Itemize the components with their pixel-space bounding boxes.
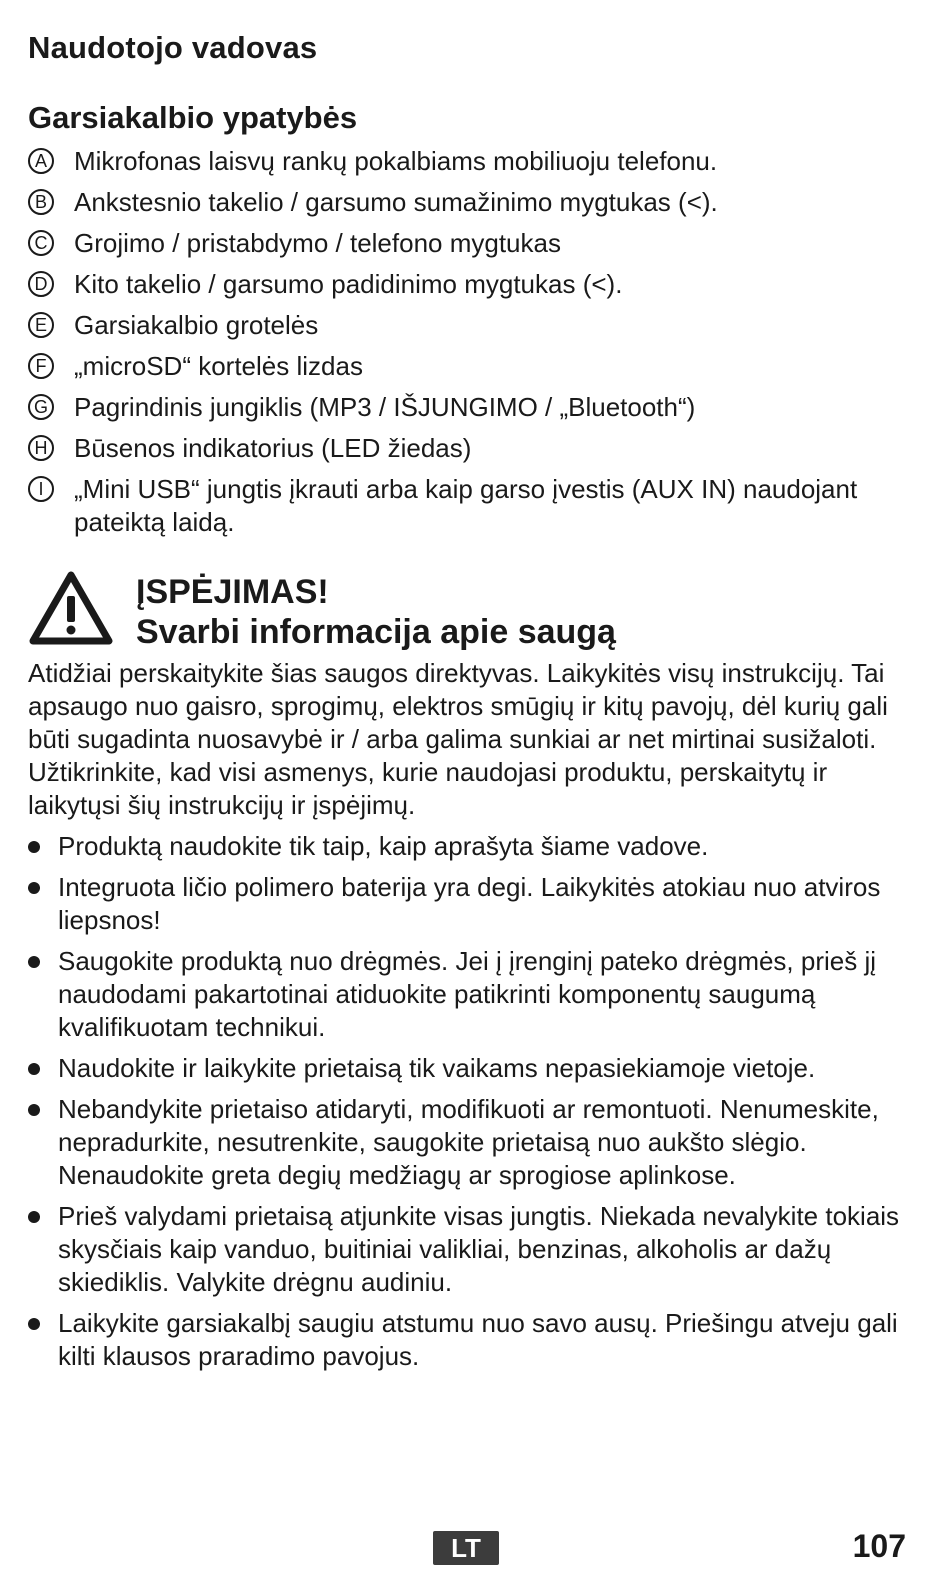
feature-marker: B	[28, 189, 54, 215]
safety-text: Nebandykite prietaiso atidaryti, modifikuoti ar remontuoti. Nenumeskite, nepradurkite, nesutrenkite, saugokite prietaisą nuo aukšto slėgio. Nenaudokite greta degių medžiagų ar sprogiose aplinkose.	[58, 1094, 879, 1190]
safety-text: Saugokite produktą nuo drėgmės. Jei į įrenginį pateko drėgmės, prieš jį naudodami pakartotinai atiduokite patikrinti komponentų saugumą kvalifikuotam technikui.	[58, 946, 877, 1042]
page-number: 107	[852, 1528, 906, 1564]
feature-item	[28, 145, 908, 178]
safety-item	[28, 945, 908, 1044]
warning-subtitle: Svarbi informacija apie saugą	[136, 613, 616, 651]
feature-item	[28, 473, 908, 539]
bullet-dot-icon	[28, 1211, 40, 1223]
feature-marker: H	[28, 435, 54, 461]
feature-marker: C	[28, 230, 54, 256]
safety-item	[28, 871, 908, 937]
bullet-dot-icon	[28, 1104, 40, 1116]
safety-item	[28, 1307, 908, 1373]
language-badge: LT	[433, 1531, 499, 1565]
feature-marker: E	[28, 312, 54, 338]
bullet-dot-icon	[28, 841, 40, 853]
feature-text: Mikrofonas laisvų rankų pokalbiams mobiliuoju telefonu.	[74, 146, 718, 176]
feature-text: Garsiakalbio grotelės	[74, 310, 319, 340]
bullet-dot-icon	[28, 882, 40, 894]
feature-item	[28, 186, 908, 219]
feature-item	[28, 432, 908, 465]
feature-item	[28, 227, 908, 260]
warning-title: ĮSPĖJIMAS!	[136, 573, 329, 611]
safety-item	[28, 1052, 908, 1085]
safety-item	[28, 830, 908, 863]
feature-text: Pagrindinis jungiklis (MP3 / IŠJUNGIMO / „Bluetooth“)	[74, 392, 696, 422]
feature-text: Grojimo / pristabdymo / telefono mygtukas	[74, 228, 561, 258]
safety-text: Produktą naudokite tik taip, kaip aprašyta šiame vadove.	[58, 831, 709, 861]
features-list	[28, 145, 908, 547]
safety-text: Prieš valydami prietaisą atjunkite visas jungtis. Niekada nevalykite tokiais skysčiais kaip vanduo, buitiniai valikliai, benzinas, alkoholis ar dažų skiediklis. Valykite drėgnu audiniu.	[58, 1201, 900, 1297]
warning-intro: Atidžiai perskaitykite šias saugos direktyvas. Laikykitės visų instrukcijų. Tai apsaugo nuo gaisro, sprogimų, elektros smūgių ir kitų pavojų, dėl kurių gali būti sugadinta nuosavybė ir / arba galima sunkiai ar net mirtinai susižaloti. Užtikrinkite, kad visi asmenys, kurie naudojasi produktu, perskaitytų ir laikytųsi šių instrukcijų ir įspėjimų.	[28, 658, 888, 820]
safety-item	[28, 1093, 908, 1192]
warning-header	[28, 570, 908, 650]
warning-triangle-icon	[28, 570, 114, 646]
feature-marker: G	[28, 394, 54, 420]
safety-text: Laikykite garsiakalbį saugiu atstumu nuo savo ausų. Priešingu atveju gali kilti klausos praradimo pavojus.	[58, 1308, 898, 1371]
feature-text: „Mini USB“ jungtis įkrauti arba kaip garso įvestis (AUX IN) naudojant pateiktą laidą.	[74, 474, 858, 537]
safety-list	[28, 830, 908, 1381]
features-heading: Garsiakalbio ypatybės	[28, 100, 358, 135]
document-title: Naudotojo vadovas	[28, 30, 318, 65]
feature-text: Kito takelio / garsumo padidinimo mygtukas (<).	[74, 269, 623, 299]
feature-text: Ankstesnio takelio / garsumo sumažinimo mygtukas (<).	[74, 187, 718, 217]
feature-marker: I	[28, 476, 54, 502]
safety-item	[28, 1200, 908, 1299]
safety-text: Integruota ličio polimero baterija yra degi. Laikykitės atokiau nuo atviros liepsnos!	[58, 872, 881, 935]
feature-text: „microSD“ kortelės lizdas	[74, 351, 363, 381]
bullet-dot-icon	[28, 956, 40, 968]
feature-marker: A	[28, 148, 54, 174]
bullet-dot-icon	[28, 1063, 40, 1075]
feature-item	[28, 309, 908, 342]
feature-item	[28, 268, 908, 301]
feature-text: Būsenos indikatorius (LED žiedas)	[74, 433, 472, 463]
feature-marker: D	[28, 271, 54, 297]
bullet-dot-icon	[28, 1318, 40, 1330]
feature-item	[28, 350, 908, 383]
feature-marker: F	[28, 353, 54, 379]
safety-text: Naudokite ir laikykite prietaisą tik vaikams nepasiekiamoje vietoje.	[58, 1053, 816, 1083]
feature-item	[28, 391, 908, 424]
